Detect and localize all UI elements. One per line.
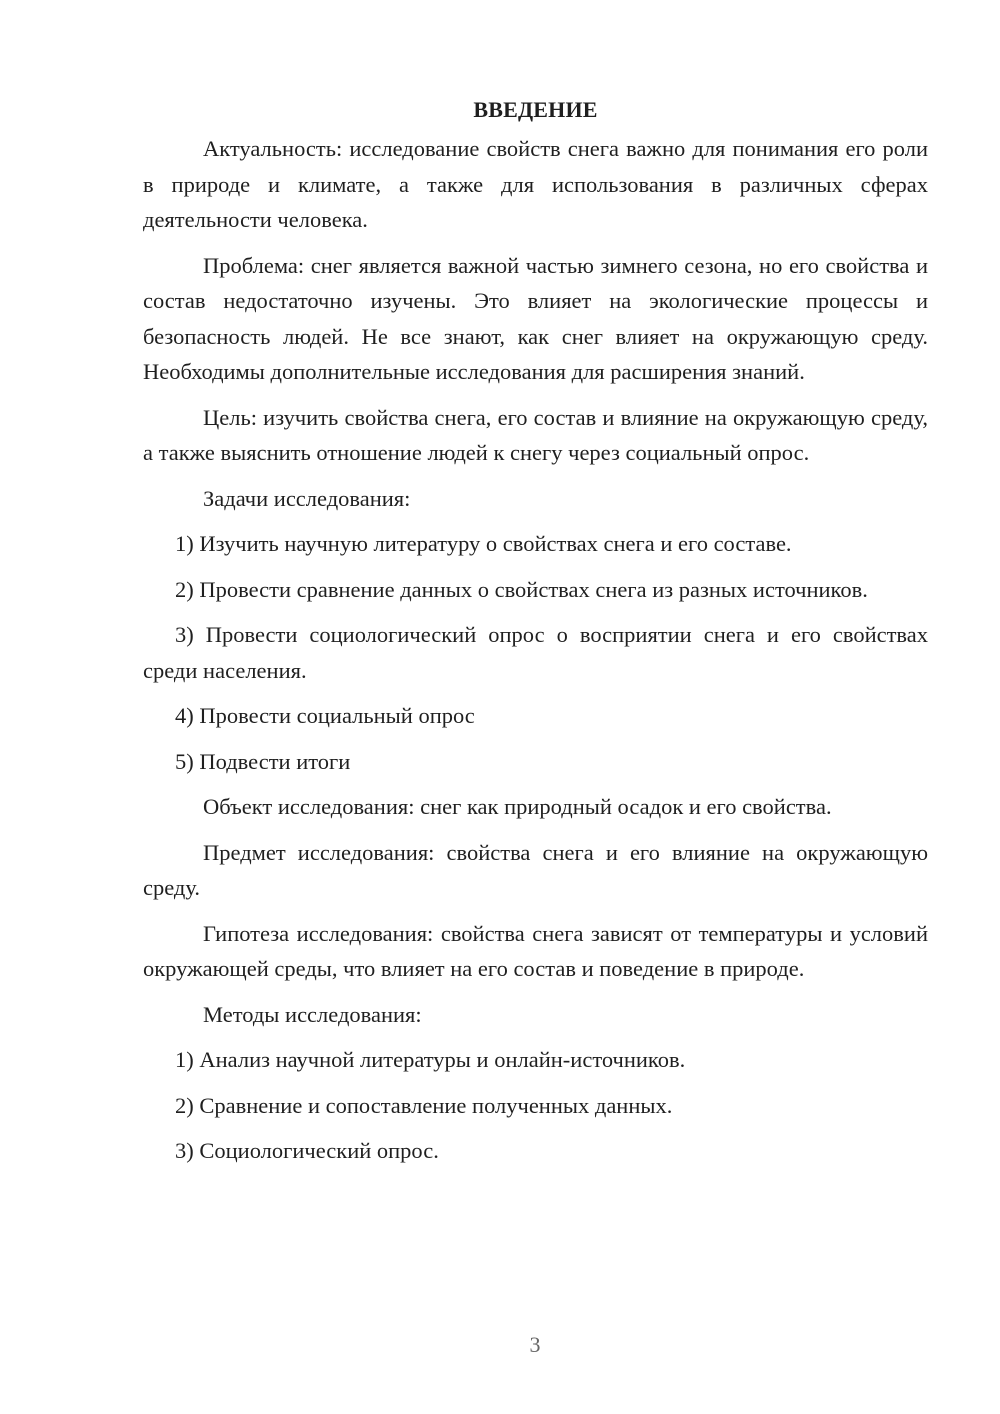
paragraph-goal: Цель: изучить свойства снега, его состав и влияние на окружающую среду, а также выяснить отношение людей к снегу через социальный опрос. [143,404,928,465]
paragraph-problem: Проблема: снег является важной частью зимнего сезона, но его свойства и состав недостаточно изучены. Это влияет на экологические процессы и безопасность людей. Не все знают, как снег влияет на окружающую среду. Необходимы дополнительные исследования для расширения знаний. [143,252,928,384]
method-item-1: 1) Анализ научной литературы и онлайн-источников. [175,1047,686,1072]
tasks-heading: Задачи исследования: [203,485,411,511]
page-number: 3 [529,1332,541,1357]
paragraph-subject: Предмет исследования: свойства снега и его влияние на окружающую среду. [143,839,928,900]
paragraph-object: Объект исследования: снег как природный осадок и его свойства. [203,794,832,819]
page-title: ВВЕДЕНИЕ [473,97,598,122]
task-item-1: 1) Изучить научную литературу о свойствах снега и его составе. [175,531,792,556]
methods-heading: Методы исследования: [203,1001,422,1027]
paragraph-hypothesis: Гипотеза исследования: свойства снега зависят от температуры и условий окружающей среды, что влияет на его состав и поведение в природе. [143,920,928,981]
task-item-3: 3) Провести социологический опрос о восприятии снега и его свойствах среди населения. [143,622,928,683]
method-item-2: 2) Сравнение и сопоставление полученных данных. [175,1092,673,1118]
task-item-4: 4) Провести социальный опрос [175,703,475,728]
method-item-3: 3) Социологический опрос. [175,1138,439,1163]
paragraph-actuality: Актуальность: исследование свойств снега важно для понимания его роли в природе и климате, а также для использования в различных сферах деятельности человека. [143,136,928,232]
document-page [143,92,928,1179]
task-item-2: 2) Провести сравнение данных о свойствах снега из разных источников. [175,576,868,602]
task-item-5: 5) Подвести итоги [175,748,351,774]
